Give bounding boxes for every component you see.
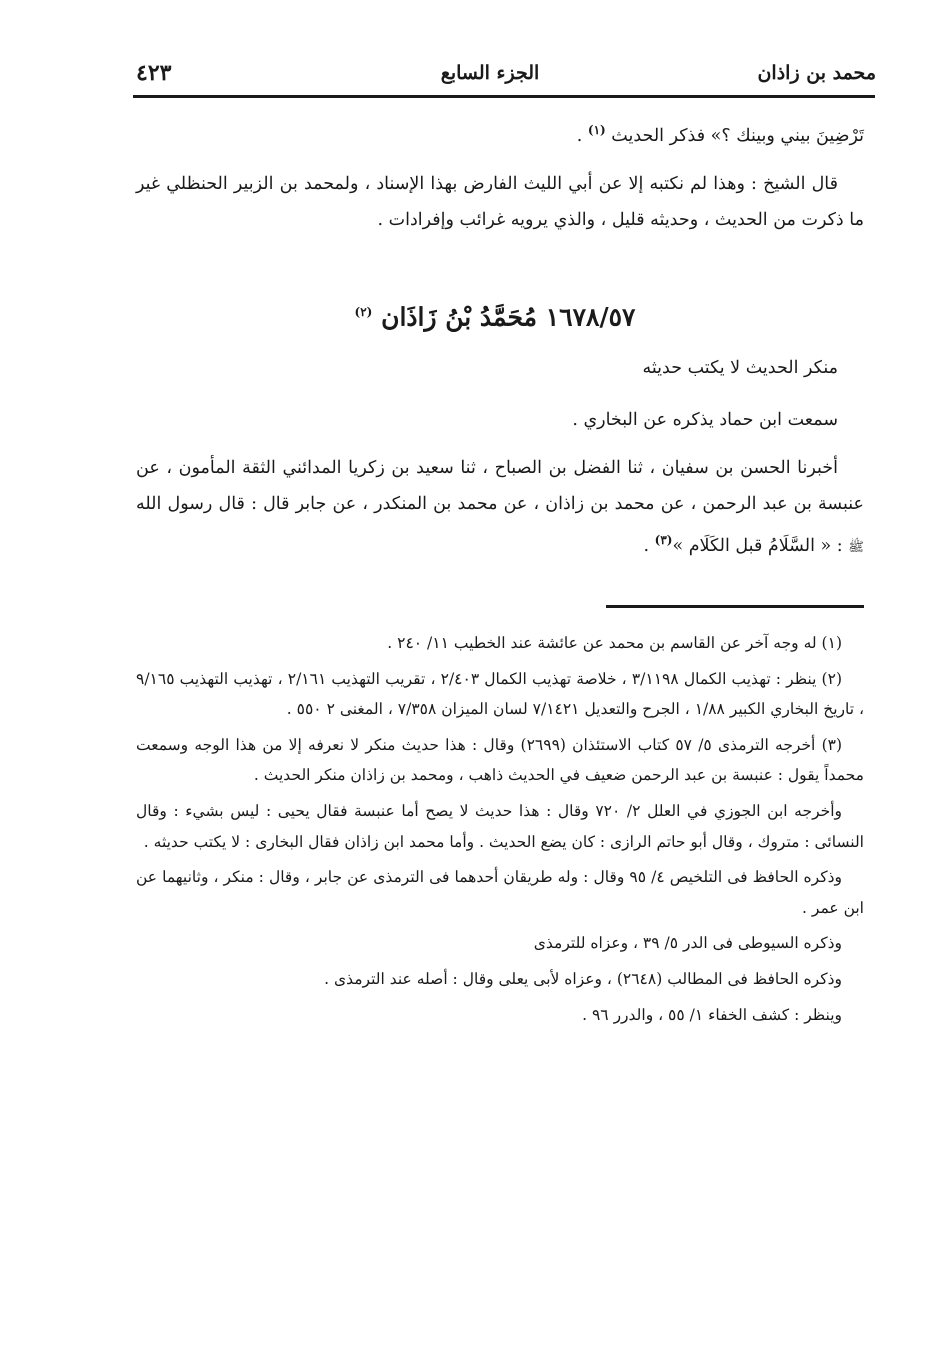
hadith-quote: : « السَّلَامُ قبل الكَلَام » [672,535,843,556]
footnote-ref-2: (٢) [354,305,373,319]
sheikh-paragraph-text: قال الشيخ : وهذا لم نكتبه إلا عن أبي الليث الفارض بهذا الإسناد ، ولمحمد بن الزبير الحنظلي غير ما ذكرت من الحديث ، وحديثه قليل ، والذي يرويه غرائب وإفرادات . [136,174,864,230]
munkar-line-text: منكر الحديث لا يكتب حديثه [642,358,838,378]
footnote-separator [606,605,864,608]
footnote-ref-3: (٣) [654,533,673,547]
isnad-paragraph [136,450,864,566]
footnote-3-kashf: وينظر : كشف الخفاء ١/ ٥٥ ، والدرر ٩٦ . [582,1005,842,1024]
footnote-3-ibn-jawzi: وأخرجه ابن الجوزي في العلل ٢/ ٧٢٠ وقال : هذا حديث لا يصح أما عنبسة فقال يحيى : ليس بشيء : وقال النسائى : متروك ، وقال أبو حاتم الرازى : كان يضع الحديث . وأما محمد ابن زاذان فقال البخارى : لا يكتب حديثه . [136,801,864,851]
footnotes [136,628,864,1030]
munkar-line [136,350,864,386]
footnote-1: (١) له وجه آخر عن القاسم بن محمد عن عائشة عند الخطيب ١١/ ٢٤٠ . [387,634,842,652]
footnote-3-suyuti: وذكره السيوطى فى الدر ٥/ ٣٩ ، وعزاه للترمذى [533,934,842,953]
isnad-paragraph-end: . [643,535,650,556]
running-head-volume: الجزء السابع [440,62,540,84]
isnad-paragraph-text: أخبرنا الحسن بن سفيان ، ثنا الفضل بن الصباح ، ثنا سعيد بن زكريا المدائني الثقة المأمون ، عن عنبسة بن عبد الرحمن ، عن محمد بن زاذان ، عن محمد بن المنكدر ، عن جابر قال : قال رسول الله [136,458,864,514]
body-line-1 [136,112,864,154]
salla-symbol: ﷺ [848,539,864,555]
sheikh-paragraph [136,166,864,238]
samitu-line [136,402,864,438]
header-rule [133,95,875,98]
footnote-ref-1: (١) [587,123,606,137]
entry-title-text: ١٦٧٨/٥٧ مُحَمَّدُ بْنُ زَاذَان [381,302,636,332]
body-line-1-text: تَرْضِينَ بيني وبينك ؟» فذكر الحديث [611,125,864,146]
running-head-title: محمد بن زاذان [757,62,876,84]
entry-title [336,290,654,339]
footnote-2: (٢) ينظر : تهذيب الكمال ٣/١١٩٨ ، خلاصة تهذيب الكمال ٢/٤٠٣ ، تقريب التهذيب ٢/١٦١ ، تهذيب التهذيب ٩/١٦٥ ، تاريخ البخاري الكبير ١/٨٨ ، الجرح والتعديل ٧/١٤٢١ لسان الميزان ٧/٣٥٨ ، المغنى ٢ ٥٥٠ . [136,669,864,719]
footnote-3-talkhis: وذكره الحافظ فى التلخيص ٤/ ٩٥ وقال : وله طريقان أحدهما فى الترمذى عن جابر ، وقال : منكر ، وثانيهما عن ابن عمر . [136,868,864,917]
footnote-3: (٣) أخرجه الترمذى ٥/ ٥٧ كتاب الاستئذان (٢٦٩٩) وقال : هذا حديث منكر لا نعرفه إلا من هذا الوجه وسمعت محمداً يقول : عنبسة بن عبد الرحمن ضعيف في الحديث ذاهب ، ومحمد بن زاذان منكر الحديث . [136,735,864,785]
page-number: ٤٢٣ [136,60,172,86]
body-line-1-end: . [576,125,583,146]
footnote-3-matalib: وذكره الحافظ فى المطالب (٢٦٤٨) ، وعزاه لأبى يعلى وقال : أصله عند الترمذى . [324,969,842,988]
samitu-line-text: سمعت ابن حماد يذكره عن البخاري . [572,410,838,430]
